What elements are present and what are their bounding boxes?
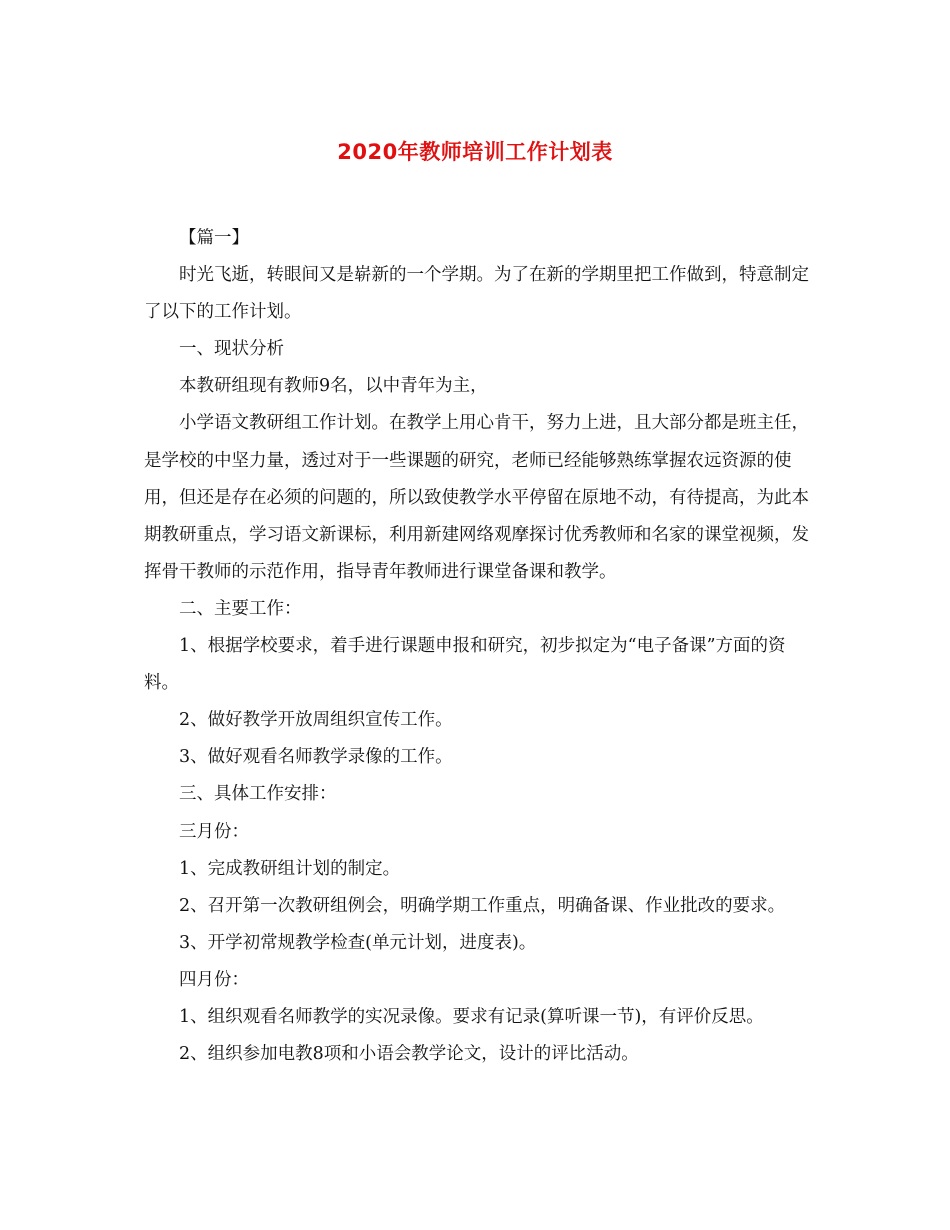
- month-heading: 三月份：: [179, 821, 249, 842]
- list-item: 3、做好观看名师教学录像的工作。: [179, 747, 453, 768]
- list-item: 3、开学初常规教学检查(单元计划，进度表)。: [179, 932, 537, 953]
- month-heading: 四月份：: [179, 969, 249, 990]
- list-item: 2、组织参加电教8项和小语会教学论文，设计的评比活动。: [179, 1044, 639, 1065]
- list-item: 1、组织观看名师教学的实况录像。要求有记录(算听课一节)，有评价反思。: [179, 1006, 764, 1027]
- list-item: 2、做好教学开放周组织宣传工作。: [179, 710, 453, 731]
- document-title: 2020年教师培训工作计划表: [337, 140, 613, 164]
- section-label: 【篇一】: [179, 228, 249, 248]
- body-paragraph: 本教研组现有教师9名，以中青年为主，: [179, 376, 488, 397]
- document-body: [144, 220, 816, 1073]
- list-item: 1、根据学校要求，着手进行课题申报和研究，初步拟定为“电子备课”方面的资料。: [144, 636, 786, 694]
- section-heading: 三、具体工作安排：: [179, 784, 337, 805]
- section-heading: 一、现状分析: [179, 339, 284, 360]
- list-item: 1、完成教研组计划的制定。: [179, 858, 401, 879]
- list-item: 2、召开第一次教研组例会，明确学期工作重点，明确备课、作业批改的要求。: [179, 895, 786, 916]
- body-paragraph: 小学语文教研组工作计划。在教学上用心肯干，努力上进，且大部分都是班主任，是学校的中坚力量，透过对于一些课题的研究，老师已经能够熟练掌握农远资源的使用，但还是存在必须的问题的，所以致使教学水平停留在原地不动，有待提高，为此本期教研重点，学习语文新课标，利用新建网络观摩探讨优秀教师和名家的课堂视频，发挥骨干教师的示范作用，指导青年教师进行课堂备课和教学。: [144, 413, 809, 582]
- section-heading: 二、主要工作：: [179, 598, 302, 619]
- body-paragraph: 时光飞逝，转眼间又是崭新的一个学期。为了在新的学期里把工作做到，特意制定了以下的工作计划。: [144, 265, 809, 323]
